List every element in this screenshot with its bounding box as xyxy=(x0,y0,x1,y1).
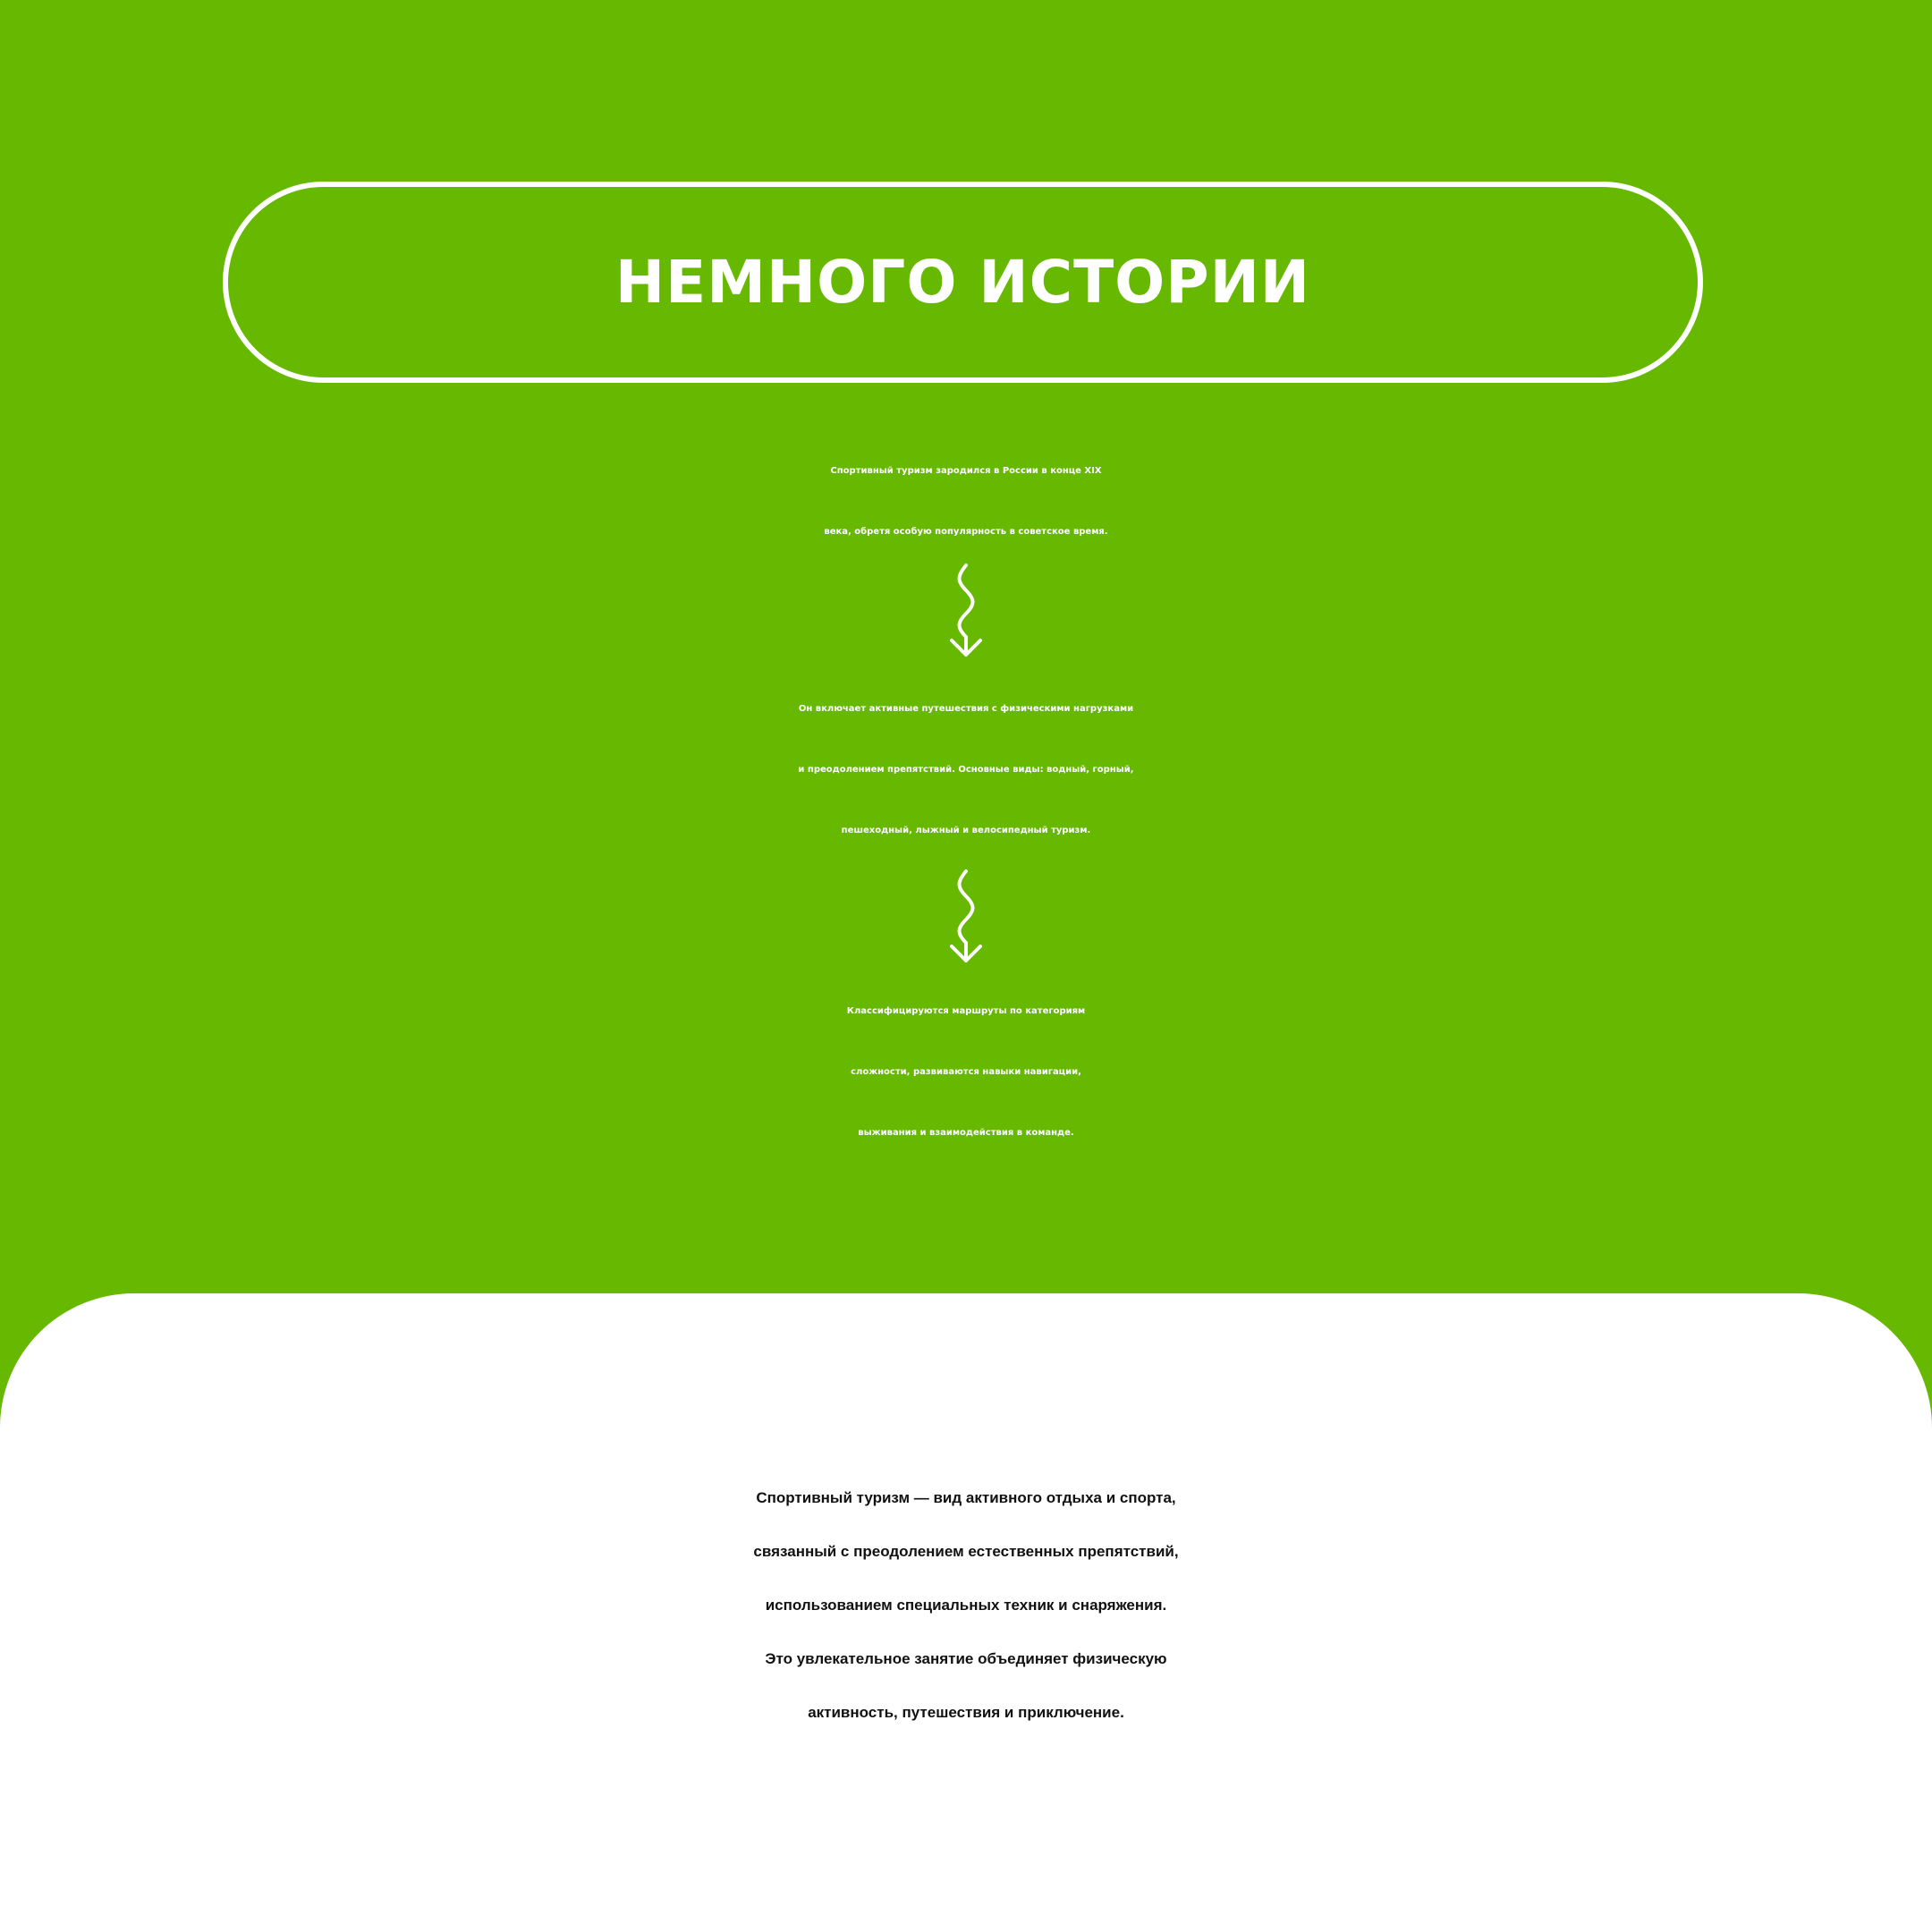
paragraph-line: Спортивный туризм зародился в России в конце XIX xyxy=(830,466,1102,476)
wavy-down-arrow-icon xyxy=(941,868,991,966)
definition-line: использованием специальных техник и снаряжения. xyxy=(765,1597,1167,1614)
paragraph-line: Классифицируются маршруты по категориям xyxy=(846,1006,1086,1016)
paragraph-line: века, обретя особую популярность в советское время. xyxy=(824,527,1108,537)
definition-line: связанный с преодолением естественных препятствий, xyxy=(753,1543,1179,1560)
history-paragraph-1 xyxy=(0,441,1932,563)
title-pill xyxy=(223,182,1703,383)
wavy-down-arrow-icon xyxy=(941,562,991,660)
definition-line: Это увлекательное занятие объединяет физическую xyxy=(765,1650,1167,1667)
definition-line: Спортивный туризм — вид активного отдыха и спорта, xyxy=(756,1489,1176,1506)
paragraph-line: Он включает активные путешествия с физическими нагрузками xyxy=(798,704,1134,714)
definition-line: активность, путешествия и приключение. xyxy=(808,1704,1124,1721)
history-paragraph-2 xyxy=(0,679,1932,861)
page-title: НЕМНОГО ИСТОРИИ xyxy=(614,248,1311,317)
paragraph-line: пешеходный, лыжный и велосипедный туризм. xyxy=(841,826,1091,835)
paragraph-line: выживания и взаимодействия в команде. xyxy=(858,1128,1074,1138)
history-paragraph-3 xyxy=(0,981,1932,1164)
paragraph-line: сложности, развиваются навыки навигации, xyxy=(851,1067,1081,1077)
definition-text xyxy=(0,1471,1932,1740)
paragraph-line: и преодолением препятствий. Основные виды: водный, горный, xyxy=(798,765,1134,775)
